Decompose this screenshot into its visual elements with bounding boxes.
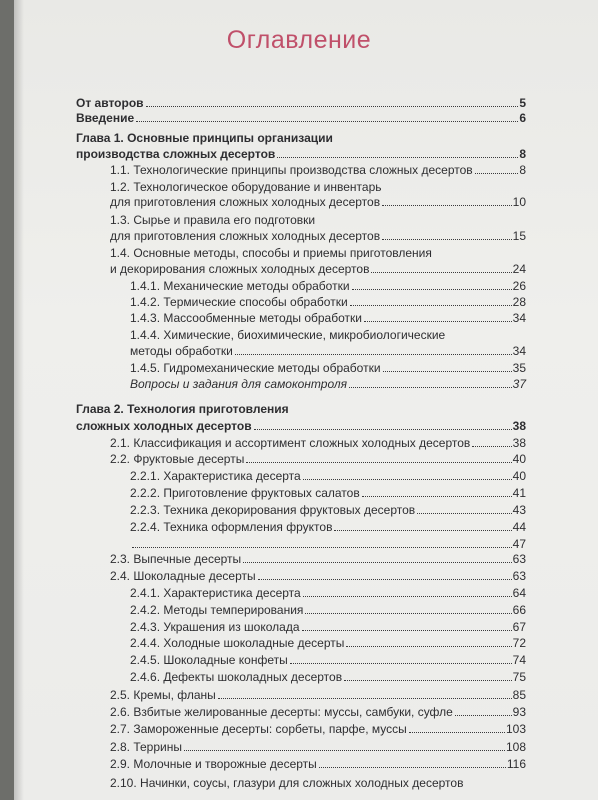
toc-entry: 1.4.4. Химические, биохимические, микробиологические [130,328,446,342]
toc-entry: 2.6. Взбитые желированные десерты: муссы, самбуки, суфле 93 [110,705,526,719]
toc-entry: 2.7. Замороженные десерты: сорбеты, парфе, муссы 103 [110,722,526,736]
toc-entry: 1.1. Технологические принципы производства сложных десертов 8 [110,163,526,177]
toc-entry: 1.3. Сырье и правила его подготовки [110,213,316,227]
toc-entry: методы обработки 34 [130,344,526,358]
toc-entry: 2.9. Молочные и творожные десерты 116 [110,757,526,771]
toc-entry: 2.3. Выпечные десерты 63 [110,552,526,566]
toc-entry: 2.4.5. Шоколадные конфеты 74 [130,653,526,667]
table-of-contents [14,0,598,800]
toc-entry: 2.2.2. Приготовление фруктовых салатов 41 [130,486,526,500]
toc-entry: 2.2.4. Техника оформления фруктов 44 [130,520,526,534]
toc-entry: для приготовления сложных холодных десертов 10 [110,195,526,209]
toc-entry: 2.8. Террины 108 [110,740,526,754]
toc-entry: для приготовления сложных холодных десертов 15 [110,229,526,243]
toc-entry: 2.10. Начинки, соусы, глазури для сложных холодных десертов [110,776,464,790]
toc-entry: 2.4.3. Украшения из шоколада 67 [130,620,526,634]
toc-entry: 1.2. Технологическое оборудование и инвентарь [110,180,382,194]
toc-entry: Введение 6 [76,111,526,125]
toc-entry: 47 [130,537,526,552]
toc-entry: 1.4.2. Термические способы обработки 28 [130,295,526,309]
toc-entry: 2.4.1. Характеристика десерта 64 [130,586,526,600]
toc-entry: сложных холодных десертов 38 [76,419,526,433]
toc-entry: 2.2.3. Техника декорирования фруктовых десертов 43 [130,503,526,517]
toc-entry: 1.4. Основные методы, способы и приемы приготовления [110,246,432,260]
toc-entry: 2.2.1. Характеристика десерта 40 [130,469,526,483]
toc-entry: 2.4. Шоколадные десерты 63 [110,569,526,583]
toc-entry: Глава 2. Технология приготовления [76,402,289,416]
toc-entry: 1.4.1. Механические методы обработки 26 [130,279,526,293]
book-page [14,0,598,800]
toc-entry: Глава 1. Основные принципы организации [76,131,333,145]
toc-entry: 2.4.4. Холодные шоколадные десерты 72 [130,636,526,650]
toc-entry: 2.1. Классификация и ассортимент сложных холодных десертов 38 [110,436,526,450]
toc-entry: 2.4.2. Методы темперирования 66 [130,603,526,617]
toc-entry: производства сложных десертов 8 [76,147,526,161]
toc-entry: Вопросы и задания для самоконтроля 37 [130,377,526,391]
page-title: Оглавление [226,26,372,54]
toc-entry: 2.2. Фруктовые десерты 40 [110,452,526,466]
toc-entry: 2.5. Кремы, фланы 85 [110,688,526,702]
toc-entry: 2.4.6. Дефекты шоколадных десертов 75 [130,670,526,684]
toc-entry: 1.4.5. Гидромеханические методы обработки 35 [130,361,526,375]
toc-entry: и декорирования сложных холодных десертов 24 [110,262,526,276]
toc-entry: 1.4.3. Массообменные методы обработки 34 [130,311,526,325]
toc-entry: От авторов 5 [76,96,526,110]
